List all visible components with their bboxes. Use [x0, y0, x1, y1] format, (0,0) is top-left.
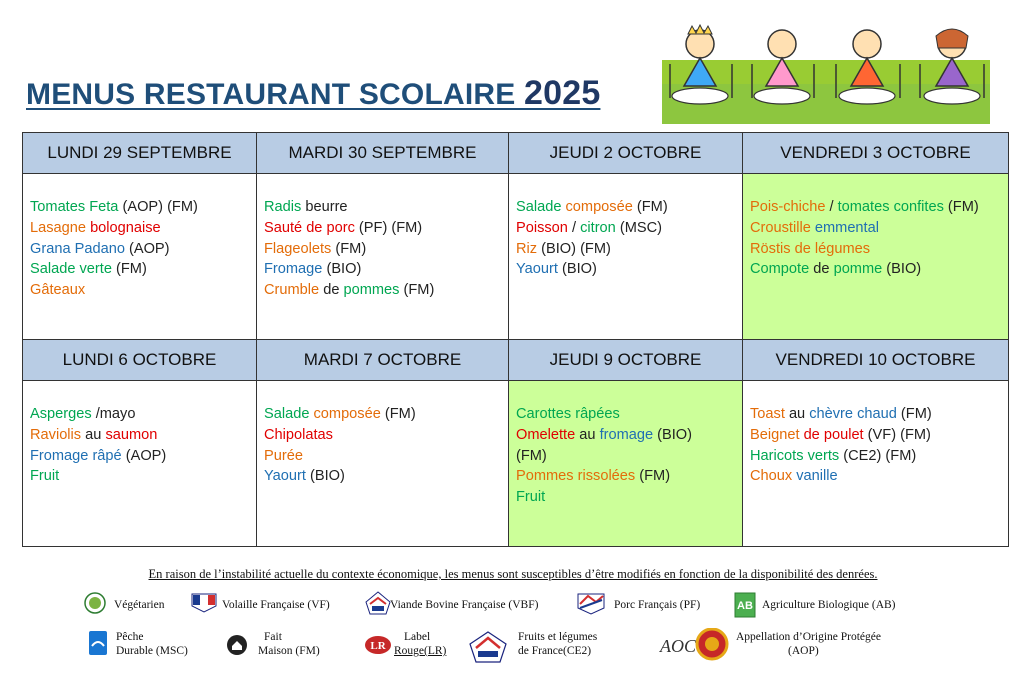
dish-text: /	[825, 199, 838, 215]
dish-item	[23, 425, 256, 446]
legend-label-line2: Rouge(LR)	[394, 645, 447, 657]
dish-text: (MSC)	[615, 219, 662, 236]
dish-item	[509, 425, 742, 446]
dish-item	[743, 239, 1008, 260]
agriculture-biologique-icon	[734, 592, 756, 618]
dish-item	[23, 404, 256, 425]
dish-item	[257, 425, 508, 446]
menu-cell	[257, 381, 509, 547]
legend-label-line1: Label	[404, 631, 431, 643]
dish-text: Crumble	[264, 282, 324, 299]
dish-text: Lasagne	[30, 219, 91, 236]
dish-item	[509, 218, 742, 239]
dish-text: (FM)	[111, 261, 147, 278]
dish-item	[257, 280, 508, 301]
fruits-legumes-de-france-icon	[468, 630, 508, 664]
dish-text: de	[813, 261, 834, 278]
dish-item	[509, 466, 742, 487]
viande-bovine-icon	[364, 590, 392, 616]
dish-text: Fromage râpé	[30, 447, 122, 464]
dish-text: (VF) (FM)	[863, 426, 931, 443]
svg-text:AOC: AOC	[660, 636, 696, 656]
dish-text: Compote	[750, 261, 814, 278]
dish-text: (PF) (FM)	[354, 219, 423, 236]
page-title	[26, 74, 600, 113]
dish-text: Choux	[750, 468, 797, 485]
label-rouge-icon	[364, 634, 392, 656]
legend-aop-line2: (AOP)	[788, 645, 819, 657]
day-header: MARDI 7 OCTOBRE	[257, 340, 509, 381]
legend-peche-line1: Pêche	[116, 631, 144, 643]
dish-text: (FM)	[331, 240, 367, 257]
dish-item	[257, 197, 508, 218]
dish-item	[743, 466, 1008, 487]
porc-francais-icon	[576, 590, 606, 616]
dish-text: Röstis de légumes	[750, 240, 871, 257]
dish-text: saumon	[105, 426, 158, 443]
dish-text: Gâteaux	[30, 282, 86, 299]
dish-item	[257, 259, 508, 280]
dish-text: Flageolets	[264, 240, 332, 257]
dish-item	[23, 280, 256, 301]
dish-text: (FM)	[896, 406, 932, 422]
menu-cell	[509, 174, 743, 340]
legend-porc: Porc Français (PF)	[614, 599, 701, 611]
day-header-row	[23, 340, 1009, 381]
dish-text: (BIO)	[322, 261, 362, 278]
dish-text: au	[81, 426, 106, 443]
dish-item	[509, 404, 742, 425]
dish-text: pommes	[343, 282, 400, 299]
dish-text: tomates confites	[837, 199, 944, 215]
dish-text: /mayo	[91, 406, 136, 422]
dish-text: Toast	[750, 406, 785, 422]
dish-text: Salade	[516, 199, 566, 215]
dish-text: Radis	[264, 199, 302, 215]
dish-text: Salade	[264, 406, 314, 422]
children-at-table-illustration	[662, 24, 990, 124]
dish-text: au	[575, 426, 600, 443]
dish-text: (AOP)	[121, 447, 167, 464]
fait-maison-icon	[226, 634, 248, 656]
menu-table	[22, 132, 1009, 547]
dish-text: Omelette	[516, 426, 576, 443]
dish-text: (FM)	[516, 447, 547, 464]
legend-vegetarien: Végétarien	[114, 599, 165, 611]
legend-fait-line2: Maison (FM)	[258, 645, 320, 657]
dish-text: (BIO)	[882, 261, 922, 278]
legend-fait-line1: Fait	[264, 631, 282, 643]
dish-item	[257, 239, 508, 260]
legend-viande-bovine: Viande Bovine Française (VBF)	[390, 599, 539, 611]
dish-text: Beignet	[750, 426, 804, 443]
dish-text: /	[567, 219, 581, 236]
day-header: LUNDI 6 OCTOBRE	[23, 340, 257, 381]
legend-peche-line2: Durable (MSC)	[116, 645, 188, 657]
dish-text: de	[323, 282, 344, 299]
menu-row	[23, 381, 1009, 547]
day-header: JEUDI 9 OCTOBRE	[509, 340, 743, 381]
dish-item	[509, 239, 742, 260]
dish-item	[743, 197, 1008, 218]
dish-text: fromage	[599, 426, 654, 443]
menu-cell	[743, 381, 1009, 547]
dish-text: Carottes râpées	[516, 406, 620, 422]
dish-text: Grana Padano	[30, 240, 125, 257]
dish-text: pomme	[833, 261, 883, 278]
dish-text: Fromage	[264, 261, 323, 278]
dish-text: beurre	[301, 199, 348, 215]
legend-fruits-line2: de France(CE2)	[518, 645, 592, 657]
dish-text: de poulet	[803, 426, 864, 443]
dish-text: au	[784, 406, 810, 422]
dish-text: (BIO)	[305, 468, 345, 485]
dish-text: Yaourt	[264, 468, 306, 485]
dish-text: Sauté de porc	[264, 219, 355, 236]
volaille-francaise-icon	[190, 590, 218, 614]
day-header: VENDREDI 3 OCTOBRE	[743, 133, 1009, 174]
dish-text: Salade verte	[30, 261, 112, 278]
dish-text: Tomates Feta	[30, 199, 119, 215]
legend-volaille: Volaille Française (VF)	[222, 599, 330, 611]
dish-text: (BIO)	[557, 261, 597, 278]
dish-item	[743, 446, 1008, 467]
dish-text: Chipolatas	[264, 426, 333, 443]
dish-text: (FM)	[943, 199, 979, 215]
dish-text: Riz	[516, 240, 538, 257]
day-header-row	[23, 133, 1009, 174]
dish-text: chèvre chaud	[809, 406, 897, 422]
dish-item	[23, 197, 256, 218]
aop-icon	[656, 628, 730, 662]
svg-text:LR: LR	[370, 640, 386, 652]
dish-item	[509, 259, 742, 280]
dish-text: (AOP)	[124, 240, 170, 257]
dish-item	[257, 404, 508, 425]
dish-text: Croustille	[750, 219, 815, 236]
dish-item	[257, 446, 508, 467]
dish-item	[23, 466, 256, 487]
dish-item	[509, 487, 742, 508]
legend-aop-line1: Appellation d’Origine Protégée	[736, 631, 881, 643]
svg-text:AB: AB	[737, 600, 753, 612]
title-main: MENUS RESTAURANT SCOLAIRE	[26, 78, 524, 111]
availability-notice: En raison de l’instabilité actuelle du contexte économique, les menus sont susceptibles d’être modifiés en fonction de la disponibilité des denrées.	[148, 567, 878, 581]
dish-item	[743, 404, 1008, 425]
dish-text: Purée	[264, 447, 303, 464]
menu-cell	[23, 381, 257, 547]
dish-item	[509, 197, 742, 218]
dish-item	[257, 218, 508, 239]
vegetarian-icon	[84, 592, 106, 614]
dish-text: (FM)	[635, 468, 671, 485]
dish-text: (AOP) (FM)	[118, 199, 198, 215]
dish-item	[23, 259, 256, 280]
peche-durable-icon	[88, 630, 108, 656]
dish-text: Fruit	[516, 489, 546, 506]
menu-cell	[743, 174, 1009, 340]
dish-text: Pois-chiche	[750, 199, 826, 215]
menu-cell	[509, 381, 743, 547]
dish-text: Pommes rissolées	[516, 468, 636, 485]
dish-item	[743, 259, 1008, 280]
legend-bio: Agriculture Biologique (AB)	[762, 599, 896, 611]
dish-text: composée	[565, 199, 633, 215]
dish-text: composée	[313, 406, 381, 422]
menu-row	[23, 174, 1009, 340]
dish-item	[23, 218, 256, 239]
dish-text: Poisson	[516, 219, 568, 236]
dish-item	[743, 425, 1008, 446]
dish-text: Fruit	[30, 468, 60, 485]
dish-item	[23, 239, 256, 260]
dish-text: (BIO) (FM)	[537, 240, 611, 257]
dish-text: Haricots verts	[750, 447, 840, 464]
dish-text: (FM)	[632, 199, 668, 215]
dish-text: Asperges	[30, 406, 92, 422]
dish-text: citron	[580, 219, 616, 236]
dish-item	[743, 218, 1008, 239]
menu-cell	[257, 174, 509, 340]
dish-text: emmental	[814, 219, 879, 236]
legend-fruits-line1: Fruits et légumes	[518, 631, 598, 643]
day-header: JEUDI 2 OCTOBRE	[509, 133, 743, 174]
dish-text: (FM)	[380, 406, 416, 422]
menu-cell	[23, 174, 257, 340]
dish-text: Yaourt	[516, 261, 558, 278]
dish-text: Raviolis	[30, 426, 82, 443]
day-header: VENDREDI 10 OCTOBRE	[743, 340, 1009, 381]
day-header: MARDI 30 SEPTEMBRE	[257, 133, 509, 174]
dish-text: (CE2) (FM)	[839, 447, 917, 464]
dish-item	[509, 446, 742, 467]
dish-text: bolognaise	[90, 219, 161, 236]
title-year: 2025	[524, 74, 601, 112]
dish-text: (FM)	[399, 282, 435, 299]
dish-item	[257, 466, 508, 487]
dish-text: vanille	[796, 468, 838, 485]
dish-item	[23, 446, 256, 467]
day-header: LUNDI 29 SEPTEMBRE	[23, 133, 257, 174]
dish-text: (BIO)	[653, 426, 693, 443]
